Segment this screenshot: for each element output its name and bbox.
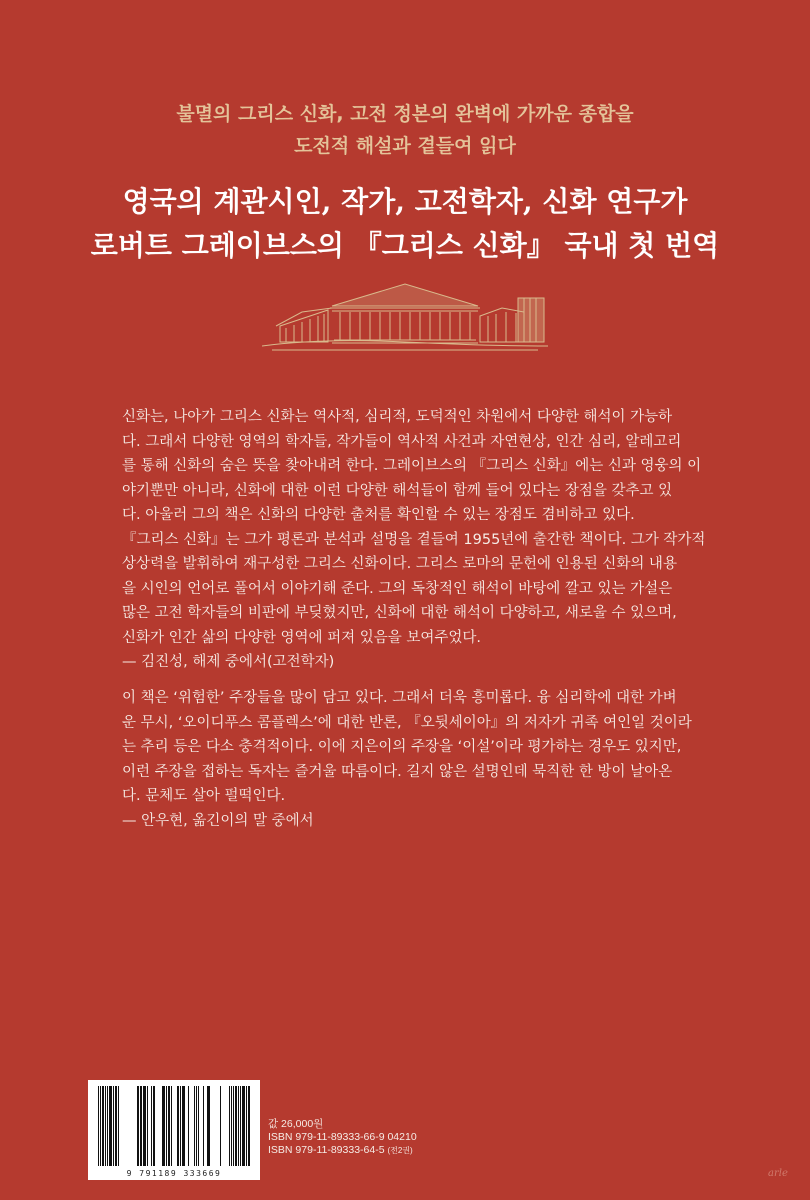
barcode-bar xyxy=(240,1086,241,1166)
review-1-line: 상상력을 발휘하여 재구성한 그리스 신화이다. 그리스 로마의 문헌에 인용된 신화의 내용 xyxy=(122,556,677,572)
review-section-1 xyxy=(122,405,712,675)
review-1-line: 을 시인의 언어로 풀어서 이야기해 준다. 그의 독창적인 해석이 바탕에 깔고 있는 가설은 xyxy=(122,580,673,597)
barcode-bar xyxy=(143,1086,146,1166)
isbn-barcode xyxy=(88,1080,260,1180)
tagline-line-2: 도전적 해설과 곁들여 읽다 xyxy=(294,135,516,157)
barcode-bar xyxy=(180,1086,181,1166)
barcode-bar xyxy=(196,1086,197,1166)
barcode-bar xyxy=(140,1086,142,1166)
barcode-bar xyxy=(235,1086,237,1166)
isbn-volume: ISBN 979-11-89333-66-9 04210 xyxy=(268,1131,417,1143)
isbn-set: ISBN 979-11-89333-64-5 xyxy=(268,1144,385,1156)
barcode-bar xyxy=(203,1086,204,1166)
barcode-bar xyxy=(177,1086,179,1166)
barcode-bar xyxy=(171,1086,172,1166)
barcode-bar xyxy=(198,1086,199,1166)
barcode-bar xyxy=(102,1086,104,1166)
review-1-line: 신화는, 나아가 그리스 신화는 역사적, 심리적, 도덕적인 차원에서 다양한 해석이 가능하 xyxy=(122,409,673,425)
review-1-line: 다. 그래서 다양한 영역의 학자들, 작가들이 역사적 사건과 자연현상, 인간 심리, 알레고리 xyxy=(122,433,682,450)
barcode-bar xyxy=(98,1086,99,1166)
tagline-line-1: 불멸의 그리스 신화, 고전 정본의 완벽에 가까운 종합을 xyxy=(176,103,634,125)
price-label: 값 26,000원 xyxy=(268,1118,324,1130)
barcode-bar xyxy=(188,1086,189,1166)
publisher-logo: arle xyxy=(768,1168,788,1179)
isbn-set-note: (전2권) xyxy=(387,1146,413,1155)
review-1-line: 야기뿐만 아니라, 신화에 대한 이런 다양한 해석들이 함께 들어 있다는 장점을 갖추고 있 xyxy=(122,482,673,499)
barcode-bar xyxy=(207,1086,210,1166)
barcode-bar xyxy=(233,1086,234,1166)
review-2-line: 이 책은 ‘위험한’ 주장들을 많이 담고 있다. 그래서 더욱 흥미롭다. 융 심리학에 대한 가벼 xyxy=(122,690,677,706)
barcode-bar xyxy=(115,1086,117,1166)
barcode-bar xyxy=(220,1086,221,1166)
headline-line-1: 영국의 계관시인, 작가, 고전학자, 신화 연구가 xyxy=(122,185,688,218)
review-2-line: 운 무시, ‘오이디푸스 콤플렉스’에 대한 반론, 『오뒷세이아』의 저자가 귀족 여인일 것이라 xyxy=(122,714,692,731)
barcode-number: 9 791189 333669 xyxy=(126,1169,222,1178)
barcode-bar xyxy=(238,1086,239,1166)
barcode-bar xyxy=(246,1086,247,1166)
review-1-line: 를 통해 신화의 숨은 뜻을 찾아내려 한다. 그레이브스의 『그리스 신화』에는 신과 영웅의 이 xyxy=(122,458,702,474)
barcode-bar xyxy=(107,1086,108,1166)
barcode-bar xyxy=(118,1086,119,1166)
barcode-bar xyxy=(229,1086,230,1166)
barcode-bars xyxy=(88,1080,260,1168)
barcode-bar xyxy=(105,1086,106,1166)
barcode-bar xyxy=(248,1086,250,1166)
barcode-bar xyxy=(242,1086,245,1166)
barcode-bar xyxy=(113,1086,114,1166)
review-1-attribution: — 김진성, 해제 중에서(고전학자) xyxy=(122,654,335,670)
review-2-line: 이런 주장을 접하는 독자는 즐거울 따름이다. 길지 않은 설명인데 묵직한 한 방이 날아온 xyxy=(122,763,673,780)
review-2-line: 는 추리 등은 다소 충격적이다. 이에 지은이의 주장을 ‘이설’이라 평가하는 경우도 있지만, xyxy=(122,739,682,755)
barcode-bar xyxy=(182,1086,185,1166)
price-isbn-block xyxy=(268,1118,417,1157)
barcode-bar xyxy=(153,1086,155,1166)
barcode-bar xyxy=(137,1086,139,1166)
barcode-bar xyxy=(162,1086,165,1166)
headline xyxy=(0,180,810,268)
review-1-line: 많은 고전 학자들의 비판에 부딪혔지만, 신화에 대한 해석이 다양하고, 새로울 수 있으며, xyxy=(122,605,677,621)
review-1-line: 다. 아울러 그의 책은 신화의 다양한 출처를 확인할 수 있는 장점도 겸비하고 있다. xyxy=(122,507,635,523)
barcode-bar xyxy=(109,1086,112,1166)
barcode-bar xyxy=(168,1086,170,1166)
barcode-bar xyxy=(231,1086,232,1166)
barcode-bar xyxy=(100,1086,101,1166)
greek-temples-illustration xyxy=(262,268,548,352)
headline-line-2: 로버트 그레이브스의 『그리스 신화』 국내 첫 번역 xyxy=(90,229,720,262)
barcode-bar xyxy=(166,1086,167,1166)
review-1-line: 『그리스 신화』는 그가 평론과 분석과 설명을 곁들여 1955년에 출간한 책이다. 그가 작가적 xyxy=(122,531,706,548)
tagline xyxy=(0,98,810,162)
barcode-bar xyxy=(151,1086,152,1166)
barcode-bar xyxy=(194,1086,195,1166)
barcode-bar xyxy=(147,1086,148,1166)
review-1-line: 신화가 인간 삶의 다양한 영역에 퍼져 있음을 보여주었다. xyxy=(122,629,482,646)
review-2-line: 다. 문체도 살아 펄떡인다. xyxy=(122,788,286,804)
review-section-2 xyxy=(122,686,712,833)
review-2-attribution: — 안우현, 옮긴이의 말 중에서 xyxy=(122,812,314,829)
